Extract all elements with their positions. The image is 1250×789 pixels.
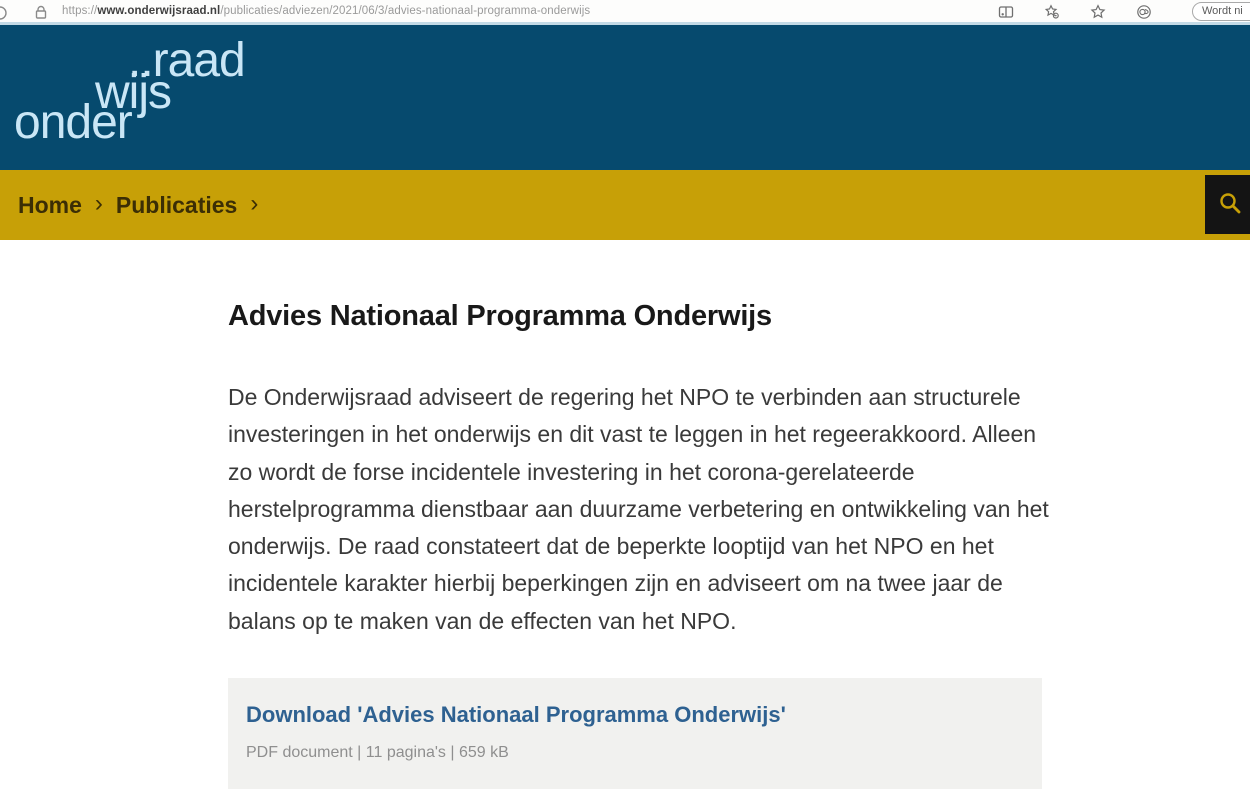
- breadcrumb-bar: [0, 170, 1250, 240]
- search-icon: [1217, 190, 1243, 219]
- onderwijsraad-logo[interactable]: [0, 25, 300, 170]
- breadcrumb-home-link[interactable]: Home: [18, 191, 82, 218]
- star-icon[interactable]: [1090, 4, 1106, 20]
- lock-icon[interactable]: [34, 5, 48, 25]
- url-domain: www.onderwijsraad.nl: [97, 5, 221, 17]
- chevron-right-icon: ›: [94, 190, 103, 217]
- url-scheme: https://: [62, 5, 98, 17]
- intro-paragraph: De Onderwijsraad adviseert de regering het NPO te verbinden aan structurele investeringen in het onderwijs en dit vast te leggen in het regeerakkoord. Alleen zo wordt de forse incidentele investering in het corona-gerelateerde herstelprogramma dienstbaar aan duurzame verbetering en ontwikkeling van het onderwijs. De raad constateert dat de beperkte looptijd van het NPO en het incidentele karakter hierbij beperkingen zijn en adviseert om na twee jaar de balans op te maken van de effecten van het NPO.: [228, 384, 1049, 634]
- globe-icon[interactable]: [1136, 4, 1152, 20]
- star-gear-icon[interactable]: [1044, 4, 1060, 20]
- split-screen-icon[interactable]: [998, 4, 1014, 20]
- search-button[interactable]: [1205, 175, 1250, 234]
- logo-text-wijs: wijs: [95, 66, 171, 119]
- download-pdf-link[interactable]: Download 'Advies Nationaal Programma Onderwijs': [246, 701, 786, 727]
- reload-icon[interactable]: [0, 5, 8, 25]
- browser-address-bar: [0, 0, 1250, 25]
- chevron-right-icon: ›: [250, 190, 259, 217]
- download-box: [228, 678, 1042, 789]
- site-header: [0, 25, 1250, 170]
- page-title: Advies Nationaal Programma Onderwijs: [228, 300, 772, 332]
- main-content: [0, 300, 1250, 789]
- profile-sync-button[interactable]: Wordt ni: [1192, 2, 1250, 21]
- url-text[interactable]: [62, 5, 590, 17]
- url-path: /publicaties/adviezen/2021/06/3/advies-nationaal-programma-onderwijs: [220, 5, 591, 17]
- breadcrumb: [18, 170, 258, 240]
- browser-toolbar-icons: [998, 4, 1152, 20]
- logo-text-onder: onder: [14, 96, 132, 149]
- breadcrumb-publicaties-link[interactable]: Publicaties: [115, 191, 238, 218]
- logo-text-raad: ..raad: [128, 34, 245, 87]
- download-file-meta: PDF document | 11 pagina's | 659 kB: [246, 743, 509, 761]
